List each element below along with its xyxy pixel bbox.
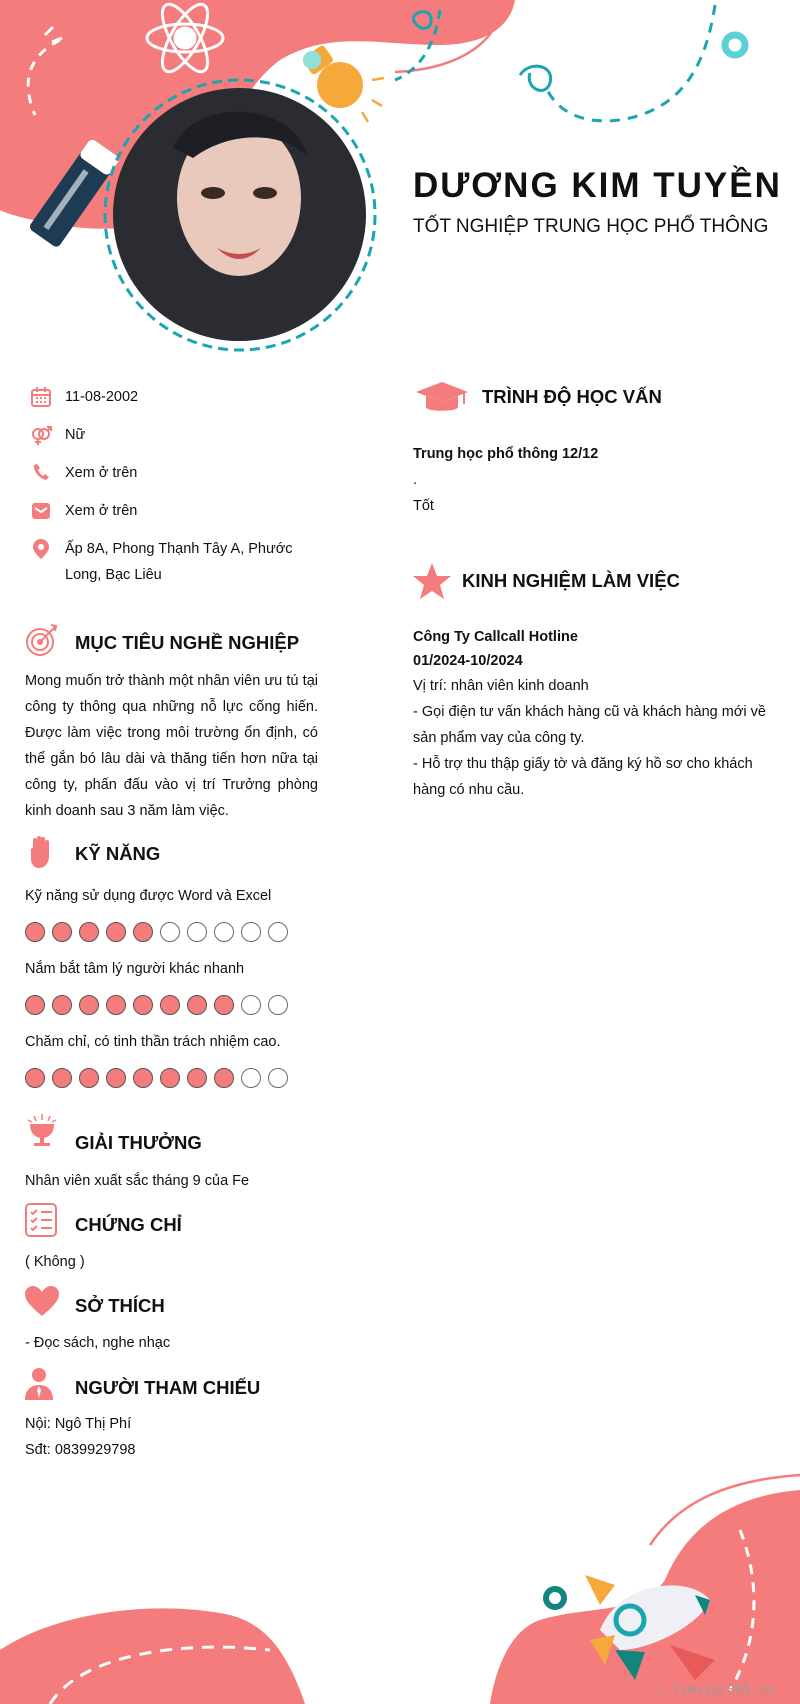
references-line-2: Sđt: 0839929798 xyxy=(25,1442,136,1458)
rating-dot-empty xyxy=(214,922,234,942)
rating-dot-filled xyxy=(106,922,126,942)
rating-dot-filled xyxy=(25,995,45,1015)
candidate-title: TỐT NGHIỆP TRUNG HỌC PHỔ THÔNG xyxy=(413,216,769,237)
dob-row xyxy=(30,384,330,410)
rating-dot-filled xyxy=(52,922,72,942)
avatar-photo xyxy=(113,88,366,341)
references-line-1: Nội: Ngô Thị Phí xyxy=(25,1416,132,1432)
rating-dot-filled xyxy=(79,922,99,942)
skill-label-1: Kỹ năng sử dụng được Word và Excel xyxy=(25,888,272,904)
experience-heading: KINH NGHIỆM LÀM VIỆC xyxy=(462,570,680,591)
heart-icon xyxy=(24,1284,60,1320)
rating-dot-filled xyxy=(133,1068,153,1088)
rating-dot-filled xyxy=(187,995,207,1015)
skill-rating-2 xyxy=(25,995,288,1015)
education-school: Trung học phổ thông 12/12 xyxy=(413,446,599,462)
objective-heading: MỤC TIÊU NGHỀ NGHIỆP xyxy=(75,632,300,653)
email-text: Xem ở trên xyxy=(65,503,138,519)
references-heading: NGƯỜI THAM CHIẾU xyxy=(75,1377,261,1398)
skill-rating-1 xyxy=(25,922,288,942)
raised-hand-icon xyxy=(24,834,60,870)
education-heading: TRÌNH ĐỘ HỌC VẤN xyxy=(482,386,662,407)
experience-duty-1: - Gọi điện tư vấn khách hàng cũ và khách hàng mới về sản phẩm vay của công ty. xyxy=(413,704,766,746)
address-row xyxy=(30,536,330,588)
phone-text: Xem ở trên xyxy=(65,465,138,481)
objective-text: Mong muốn trở thành một nhân viên ưu tú tại công ty thông qua những nỗ lực cống hiến. Được làm việc trong môi trường ổn định, có thể gắn bó lâu dài và thăng tiến hơn nữa tại công ty, phấn đấu vào vị trí Trưởng phòng kinh doanh sau 3 năm làm việc. xyxy=(25,673,318,819)
rating-dot-filled xyxy=(106,995,126,1015)
location-pin-icon xyxy=(30,538,52,560)
education-result: Tốt xyxy=(413,498,434,514)
rating-dot-empty xyxy=(241,1068,261,1088)
person-icon xyxy=(24,1366,60,1402)
hobbies-heading: SỞ THÍCH xyxy=(75,1295,165,1316)
light-bulb-icon xyxy=(302,44,384,122)
dob-text: 11-08-2002 xyxy=(65,389,139,405)
skill-label-2: Nắm bắt tâm lý người khác nhanh xyxy=(25,961,245,977)
gender-icon xyxy=(30,424,52,446)
rating-dot-empty xyxy=(241,922,261,942)
email-row xyxy=(30,498,330,524)
rating-dot-filled xyxy=(133,995,153,1015)
rating-dot-filled xyxy=(52,995,72,1015)
rating-dot-filled xyxy=(214,995,234,1015)
rating-dot-empty xyxy=(187,922,207,942)
address-text: Ấp 8A, Phong Thạnh Tây A, Phước Long, Bạc Liêu xyxy=(65,541,293,583)
experience-position: Vị trí: nhân viên kinh doanh xyxy=(413,678,589,694)
email-icon xyxy=(30,500,52,522)
target-icon xyxy=(24,622,60,658)
certificates-text: ( Không ) xyxy=(25,1254,85,1270)
rating-dot-filled xyxy=(133,922,153,942)
skills-heading: KỸ NĂNG xyxy=(75,843,161,864)
experience-period: 01/2024-10/2024 xyxy=(413,653,523,669)
awards-text: Nhân viên xuất sắc tháng 9 của Fe xyxy=(25,1173,250,1189)
phone-row xyxy=(30,460,330,486)
hobbies-text: - Đọc sách, nghe nhạc xyxy=(25,1335,171,1351)
rating-dot-filled xyxy=(106,1068,126,1088)
rating-dot-filled xyxy=(79,1068,99,1088)
star-icon xyxy=(412,562,452,600)
graduation-cap-icon xyxy=(414,380,470,416)
checklist-icon xyxy=(24,1202,60,1238)
rating-dot-filled xyxy=(79,995,99,1015)
skill-label-3: Chăm chỉ, có tinh thần trách nhiệm cao. xyxy=(25,1034,281,1050)
skill-rating-3 xyxy=(25,1068,288,1088)
experience-duty-2: - Hỗ trợ thu thập giấy tờ và đăng ký hồ sơ cho khách hàng có nhu cầu. xyxy=(413,756,753,798)
rating-dot-empty xyxy=(268,995,288,1015)
experience-company: Công Ty Callcall Hotline xyxy=(413,629,578,645)
certificates-heading: CHỨNG CHỈ xyxy=(75,1214,182,1235)
rating-dot-filled xyxy=(52,1068,72,1088)
rating-dot-empty xyxy=(268,1068,288,1088)
phone-icon xyxy=(30,462,52,484)
portrait-illustration xyxy=(113,88,366,341)
rating-dot-filled xyxy=(214,1068,234,1088)
education-period: . xyxy=(413,472,418,488)
watermark: ∴ Timviec365.vn xyxy=(656,1683,774,1698)
trophy-icon xyxy=(24,1112,60,1148)
gender-row xyxy=(30,422,330,448)
rating-dot-filled xyxy=(25,1068,45,1088)
rating-dot-empty xyxy=(241,995,261,1015)
rating-dot-filled xyxy=(160,995,180,1015)
rating-dot-filled xyxy=(160,1068,180,1088)
rating-dot-filled xyxy=(187,1068,207,1088)
awards-heading: GIẢI THƯỞNG xyxy=(75,1132,202,1153)
rating-dot-filled xyxy=(25,922,45,942)
calendar-icon xyxy=(30,386,52,408)
rating-dot-empty xyxy=(160,922,180,942)
candidate-name: DƯƠNG KIM TUYỀN xyxy=(413,166,782,205)
gender-text: Nữ xyxy=(65,427,86,443)
rating-dot-empty xyxy=(268,922,288,942)
